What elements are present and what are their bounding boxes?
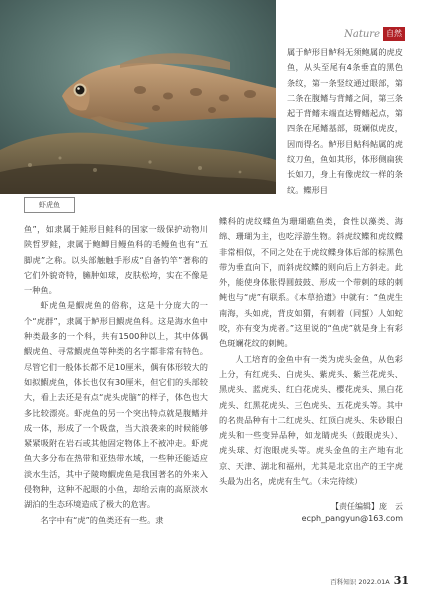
paragraph: 人工培育的金鱼中有一类为虎头金鱼，从色彩上分，有红虎头、白虎头、紫虎头、紫兰花虎头、黑虎头、蓝虎头、红白花虎头、樱花虎头、黑白花虎头、红黑花虎头、三色虎头、五花虎头等。其中的名贵品种有十二红虎头、红顶白虎头、朱砂眼白虎头和一些变异品种，如龙睛虎头（鼓眼虎头）、虎头球、灯泡眼虎头等。虎头金鱼的主产地有北京、天津、湖北和福州，尤其是北京出产的王字虎头最为出名，虎虎有生气。（未完待续） — [219, 353, 403, 487]
paragraph: 虾虎鱼是鰕虎鱼的俗称，这是十分庞大的一个“虎群”，隶属于鲈形目鰕虎鱼科。这是海水鱼中种类最多的一个科，共有1500种以上，其中体偶鰕虎鱼、寻常鰕虎鱼等种类的名字都非常有特色。尽管它们一般体长都不足10厘米，偶有体形较大的如拟鰕虎鱼，体长也仅有30厘米，但它们的头部较大，看上去还是有点“虎头虎脑”的样子，体色也大多比较漂亮。虾虎鱼的另一个突出特点就是腹鳍并成一体，形成了一个吸盘，当大浪袭来的时候能够紧紧吸附在岩石或其他固定物体上不被冲走。虾虎鱼大多分布在热带和亚热带水域，一些种还能适应淡水生活，其中子陵吻鰕虎鱼是我国著名的外来入侵物种，这种不起眼的小鱼，却给云南的高原淡水湖泊的生态环境造成了极大的危害。 — [24, 300, 208, 510]
editor-email: ecph_pangyun@163.com — [301, 514, 403, 524]
editor-credit: 【责任编辑】庞 云 — [331, 502, 403, 512]
paragraph: 鱼”，如隶属于鲑形目鲑科的国家一级保护动物川陕哲罗鲑，隶属于鲍鲫目鳗鱼科的毛鳗鱼也有“五脚虎”之称。以头部触触手形成“自备钓竿”著称的它们外貌奇特，臃肿如球，皮肤松垮，实在不像是一种鱼。 — [24, 224, 208, 296]
page-footer — [330, 574, 409, 587]
magazine-issue: 百科知识 2022.01A — [330, 578, 390, 586]
section-label-en: Nature — [344, 28, 380, 40]
paragraph: 名字中有“虎”的鱼类还有一些。隶 — [40, 514, 164, 525]
article-column-top-right — [287, 45, 403, 198]
section-header — [344, 27, 405, 41]
fish-photo — [0, 0, 276, 194]
article-column-left — [24, 222, 208, 528]
photo-caption: 虾虎鱼 — [24, 197, 75, 213]
article-column-right — [219, 214, 403, 525]
section-label-cn: 自然 — [383, 27, 405, 41]
page-number: 31 — [393, 574, 409, 587]
paragraph: 属于鲈形目鲈科无须鲍属的虎皮鱼，从头至尾有4条垂直的黑色条纹，第一条竖纹通过眼部，第二条在腹鳍与背鳍之间，第三条起于背鳍末端直达臀鳍起点，第四条在尾鳍基部，斑斓似虎皮，因而得名。鲈形目鲇科鲇属的虎纹刀鱼，鱼如其形，体形侧扁狭长如刀，身上有像虎纹一样的条纹。鲽形目 — [287, 47, 403, 195]
paragraph: 鲽科的虎纹蝶鱼为珊瑚礁鱼类，食性以藻类、海绵、珊瑚为主，也吃浮游生物。斜虎纹鲽和虎纹鲽非常相似，不同之处在于虎纹鲽身体后部的棕黑色带为垂直向下，而斜虎纹鲽的则向后上方斜走。此外，能使身体胀得圆鼓鼓、形成一个带刺的球的刺鲀也与“虎”有联系。《本草拾遗》中就有：“鱼虎生南海，头如虎，背皮如猬，有刺着（同蜇）人如蛇咬，亦有变为虎者。”这里说的“鱼虎”就是身上有彩色斑斓花纹的刺鲀。 — [219, 216, 403, 349]
